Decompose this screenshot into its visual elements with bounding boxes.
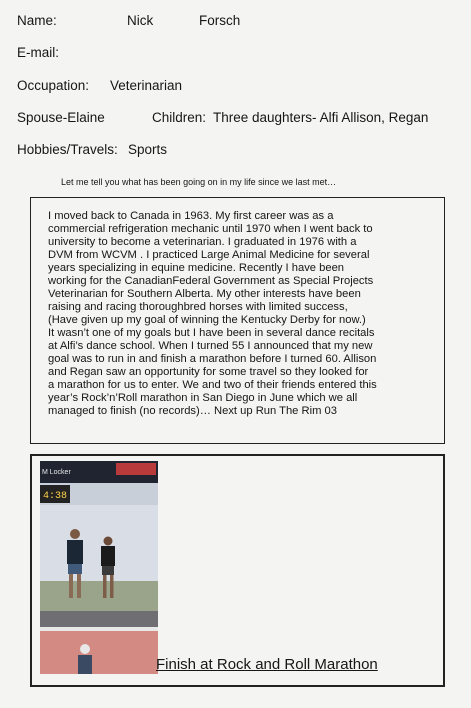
email-label: E-mail: [17, 45, 60, 60]
children-value: Three daughters- Alfi Allison, Regan [213, 110, 429, 125]
story-line: and Regan saw an opportunity for some travel so they looked for [48, 366, 369, 378]
photo-box [30, 454, 445, 687]
last-name: Forsch [199, 13, 241, 28]
story-line: It wasn’t one of my goals but I have been in several dance recitals [48, 327, 375, 339]
story-line: (Have given up my goal of winning the Kentucky Derby for now.) [48, 314, 366, 326]
marathon-finish-photo [40, 461, 158, 674]
story-line: year’s Rock’n’Roll marathon in San Diego in June which we all [48, 392, 358, 404]
story-line: university to become a veterinarian. I graduated in 1976 with a [48, 236, 357, 248]
story-box [30, 197, 445, 444]
first-name: Nick [127, 13, 154, 28]
occupation-value: Veterinarian [110, 78, 183, 93]
name-label: Name: [17, 13, 57, 28]
story-line: Veterinarian for Southern Alberta. My other interests have been [48, 288, 361, 300]
story-line: managed to finish (no records)… Next up Run The Rim 03 [48, 405, 337, 417]
story-line: at Alfi’s dance school. When I turned 55 I announced that my new [48, 340, 373, 352]
hobbies-value: Sports [128, 142, 168, 157]
story-line: a marathon for us to enter. We and two of their friends entered this [48, 379, 377, 391]
story-line: raising and racing thoroughbred horses with limited success, [48, 301, 348, 313]
banner-text: M Locker [42, 469, 71, 476]
photo-caption: Finish at Rock and Roll Marathon [156, 656, 378, 673]
story-line: years specializing in equine medicine. Recently I have been [48, 262, 345, 274]
hobbies-label: Hobbies/Travels: [17, 142, 118, 157]
clock-text: 4:38 [43, 491, 68, 502]
story-line: working for the CanadianFederal Government as Special Projects [48, 275, 374, 287]
story-line: DVM from WCVM . I practiced Large Animal Medicine for several [48, 249, 370, 261]
spouse-field: Spouse-Elaine [17, 110, 105, 125]
intro-line: Let me tell you what has been going on in my life since we last met… [61, 177, 337, 187]
children-label: Children: [152, 110, 207, 125]
occupation-label: Occupation: [17, 78, 90, 93]
story-line: commercial refrigeration mechanic until 1970 when I went back to [48, 223, 373, 235]
story-line: I moved back to Canada in 1963. My first career was as a [48, 210, 334, 222]
story-line: goal was to run in and finish a marathon before I turned 60. Allison [48, 353, 377, 365]
